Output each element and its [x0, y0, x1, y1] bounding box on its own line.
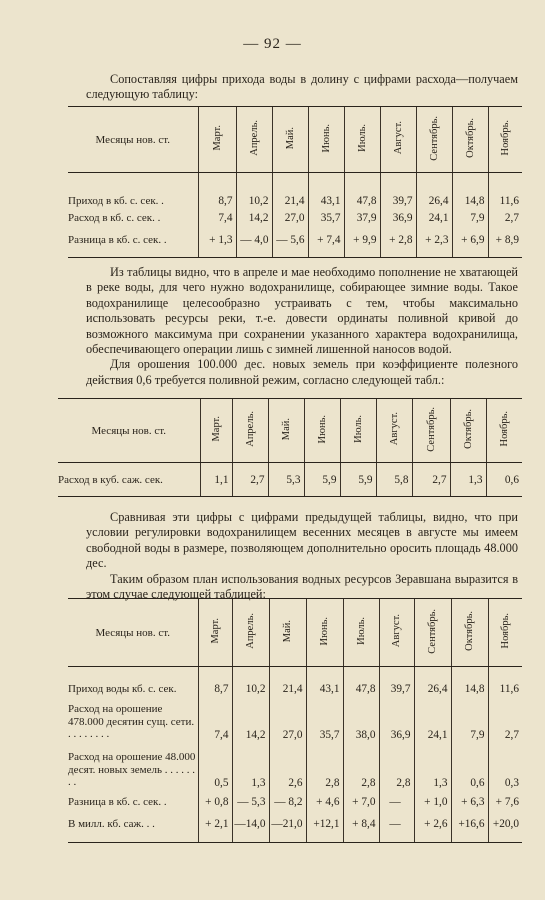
- month-header: [343, 599, 379, 667]
- month-header: [198, 599, 232, 667]
- month-label: Июнь.: [316, 414, 328, 444]
- table-cell: +20,0: [488, 815, 522, 843]
- month-label: Июль.: [352, 415, 364, 443]
- table-cell: 36,9: [379, 695, 414, 741]
- table-cell: + 8,4: [343, 815, 379, 843]
- table-cell: 27,0: [272, 207, 308, 230]
- month-header: [414, 599, 451, 667]
- month-label: Март.: [211, 125, 223, 151]
- table-cell: 1,1: [200, 463, 232, 497]
- month-header: [236, 107, 272, 173]
- paragraph-reservoir: [86, 265, 518, 388]
- table-cell: 2,7: [488, 207, 522, 230]
- table-cell: 8,7: [198, 667, 232, 695]
- table-cell: 2,8: [343, 741, 379, 789]
- table-cell: 43,1: [306, 667, 343, 695]
- table-cell: 5,8: [376, 463, 412, 497]
- month-header: [450, 399, 486, 463]
- table-cell: 5,3: [268, 463, 304, 497]
- row-label: Разница в кб. с. сек. .: [68, 795, 167, 808]
- month-label: Март.: [209, 618, 221, 644]
- table-cell: 26,4: [416, 173, 452, 207]
- table-cell: + 2,6: [414, 815, 451, 843]
- row-label: Расход в куб. саж. сек.: [58, 463, 200, 497]
- table-cell: + 2,1: [198, 815, 232, 843]
- table-cell: + 7,4: [308, 230, 344, 258]
- table-cell: — 5,3: [232, 789, 269, 815]
- month-label: Май.: [282, 619, 293, 643]
- table-cell: + 7,0: [343, 789, 379, 815]
- intro-paragraph: [86, 72, 518, 103]
- table-cell: 0,3: [488, 741, 522, 789]
- table-cell: 1,3: [414, 741, 451, 789]
- row-label: Приход в кб. с. сек. .: [68, 194, 164, 207]
- table-cell: + 1,0: [414, 789, 451, 815]
- table-cell: + 8,9: [488, 230, 522, 258]
- table-cell: 47,8: [344, 173, 380, 207]
- month-header: [488, 107, 522, 173]
- month-label: Май.: [280, 417, 292, 441]
- month-header: [340, 399, 376, 463]
- table-cell: 35,7: [308, 207, 344, 230]
- table-cell: + 2,8: [380, 230, 416, 258]
- paragraph-text: Из таблицы видно, что в апреле и мае необходимо пополнение не хватающей в реке воды, для чего нужно водохранилище, собирающее зимние воды. Такое водохранилище целесообразно устраивать с тем, чтобы максимально использовать ресурсы реки, т.-е. довести ординаты поливной кривой до возможного максимума при сохранении указанного характера водохранилища, обеспечивающего операции лишь с зимней лишенной наносов водой.: [86, 265, 518, 357]
- table-cell: 43,1: [308, 173, 344, 207]
- month-label: Май.: [284, 126, 296, 150]
- row-label: Приход воды кб. с. сек.: [68, 682, 177, 695]
- month-header: [308, 107, 344, 173]
- table-cell: 11,6: [488, 667, 522, 695]
- table-cell: — 8,2: [269, 789, 306, 815]
- table-row: [68, 207, 522, 230]
- month-header: [376, 399, 412, 463]
- row-label: Разница в кб. с. сек. .: [68, 230, 198, 258]
- month-label: Июль.: [355, 617, 367, 645]
- table-cell: 0,6: [451, 741, 488, 789]
- table-cell: 7,9: [451, 695, 488, 741]
- month-label: Август.: [391, 614, 402, 648]
- table-cell: 39,7: [380, 173, 416, 207]
- table-cell: 1,3: [450, 463, 486, 497]
- table-cell: 2,8: [306, 741, 343, 789]
- table-header-label: Месяцы нов. ст.: [68, 107, 198, 173]
- table-cell: + 1,3: [198, 230, 236, 258]
- table-water-resource-plan: [68, 598, 522, 843]
- month-label: Ноябрь.: [498, 411, 510, 447]
- table-row: [68, 230, 522, 258]
- table-cell: 37,9: [344, 207, 380, 230]
- table-cell: 10,2: [232, 667, 269, 695]
- month-header: [269, 599, 306, 667]
- month-label: Апрель.: [245, 613, 256, 649]
- table-cell: 5,9: [304, 463, 340, 497]
- table-cell: 2,7: [488, 695, 522, 741]
- month-label: Апрель.: [244, 411, 256, 447]
- table-cell: 2,8: [379, 741, 414, 789]
- month-header: [200, 399, 232, 463]
- table-cell: 0,6: [486, 463, 522, 497]
- month-label: Июнь.: [320, 123, 332, 153]
- paragraph-text: Таким образом план использования водных ресурсов Зеравшана выразится в этом случае следующей таблицей:: [86, 571, 518, 602]
- table-cell: 7,9: [452, 207, 488, 230]
- intro-text: Сопоставляя цифры прихода воды в долину с цифрами расхода—получаем следующую таблицу:: [86, 72, 518, 102]
- month-label: Август.: [392, 121, 404, 155]
- month-header: [412, 399, 450, 463]
- row-label: Расход на орошение 478.000 десятин сущ. сети. . . . . . . . .: [68, 703, 195, 740]
- month-header: [452, 107, 488, 173]
- table-cell: 14,8: [452, 173, 488, 207]
- table-cell: 26,4: [414, 667, 451, 695]
- month-label: Сентябрь.: [427, 608, 438, 654]
- table-cell: 36,9: [380, 207, 416, 230]
- month-label: Октябрь.: [464, 611, 475, 651]
- paragraph-comparison: [86, 510, 518, 602]
- table-cell: 0,5: [198, 741, 232, 789]
- table-cell: —: [379, 789, 414, 815]
- table-cell: +12,1: [306, 815, 343, 843]
- table-cell: 11,6: [488, 173, 522, 207]
- table-row: [68, 789, 522, 815]
- table-water-balance: [68, 106, 522, 258]
- table-cell: 38,0: [343, 695, 379, 741]
- month-header: [380, 107, 416, 173]
- month-label: Сентябрь.: [425, 406, 437, 452]
- month-label: Август.: [388, 412, 400, 446]
- month-label: Октябрь.: [464, 118, 476, 158]
- table-cell: + 6,3: [451, 789, 488, 815]
- month-header: [272, 107, 308, 173]
- table-row: [68, 667, 522, 695]
- table-cell: + 4,6: [306, 789, 343, 815]
- table-cell: 5,9: [340, 463, 376, 497]
- table-cell: + 2,3: [416, 230, 452, 258]
- table-cell: + 9,9: [344, 230, 380, 258]
- table-cell: + 6,9: [452, 230, 488, 258]
- table-cell: —: [379, 815, 414, 843]
- table-cell: 7,4: [198, 695, 232, 741]
- row-label: Расход в кб. с. сек. .: [68, 212, 161, 224]
- table-cell: 35,7: [306, 695, 343, 741]
- month-header: [416, 107, 452, 173]
- month-header: [268, 399, 304, 463]
- month-label: Июнь.: [319, 616, 330, 646]
- table-cell: 24,1: [414, 695, 451, 741]
- page-number: — 92 —: [243, 36, 302, 52]
- table-cell: 27,0: [269, 695, 306, 741]
- month-header: [451, 599, 488, 667]
- table-cell: 8,7: [198, 173, 236, 207]
- table-cell: 14,2: [236, 207, 272, 230]
- month-label: Июль.: [356, 124, 368, 152]
- month-header: [306, 599, 343, 667]
- month-label: Сентябрь.: [428, 115, 440, 161]
- table-cell: 47,8: [343, 667, 379, 695]
- paragraph-text: Для орошения 100.000 дес. новых земель при коэффициенте полезного действия 0,6 требуется поливной режим, согласно следующей табл.:: [86, 357, 518, 387]
- table-cell: 2,6: [269, 741, 306, 789]
- table-cell: +16,6: [451, 815, 488, 843]
- paragraph-text: Сравнивая эти цифры с цифрами предыдущей таблицы, видно, что при условии регулировки водохранилищем весенних месяцев в августе мы имеем свободной воды в размере, позволяющем дополнительно оросить площадь 48.000 дес.: [86, 510, 518, 571]
- month-label: Ноябрь.: [499, 120, 511, 156]
- table-row: [58, 463, 522, 497]
- table-cell: 24,1: [416, 207, 452, 230]
- table-cell: — 4,0: [236, 230, 272, 258]
- month-header: [232, 599, 269, 667]
- month-label: Апрель.: [248, 120, 260, 156]
- table-cell: 21,4: [269, 667, 306, 695]
- table-cell: 2,7: [412, 463, 450, 497]
- month-header: [304, 399, 340, 463]
- month-header: [379, 599, 414, 667]
- table-cell: 2,7: [232, 463, 268, 497]
- table-cell: —14,0: [232, 815, 269, 843]
- row-label: Расход на орошение 48.000 десят. новых земель . . . . . . . .: [68, 751, 196, 788]
- table-cell: 21,4: [272, 173, 308, 207]
- table-cell: 10,2: [236, 173, 272, 207]
- table-cell: 7,4: [198, 207, 236, 230]
- month-header: [198, 107, 236, 173]
- table-row: [68, 695, 522, 741]
- table-cell: + 0,8: [198, 789, 232, 815]
- table-row: [68, 815, 522, 843]
- month-label: Ноябрь.: [499, 613, 511, 649]
- month-header: [344, 107, 380, 173]
- table-header-label: Месяцы нов. ст.: [68, 599, 198, 667]
- table-cell: 14,8: [451, 667, 488, 695]
- table-irrigation-regime: [58, 398, 522, 497]
- table-row: [68, 741, 522, 789]
- month-label: Октябрь.: [462, 409, 474, 449]
- table-cell: 39,7: [379, 667, 414, 695]
- table-cell: 14,2: [232, 695, 269, 741]
- month-header: [488, 599, 522, 667]
- table-cell: —21,0: [269, 815, 306, 843]
- month-label: Март.: [210, 416, 222, 442]
- month-header: [486, 399, 522, 463]
- month-header: [232, 399, 268, 463]
- row-label: В милл. кб. саж. . .: [68, 815, 198, 843]
- table-cell: — 5,6: [272, 230, 308, 258]
- table-cell: + 7,6: [488, 789, 522, 815]
- table-header-label: Месяцы нов. ст.: [58, 399, 200, 463]
- table-cell: 1,3: [232, 741, 269, 789]
- table-row: [68, 173, 522, 207]
